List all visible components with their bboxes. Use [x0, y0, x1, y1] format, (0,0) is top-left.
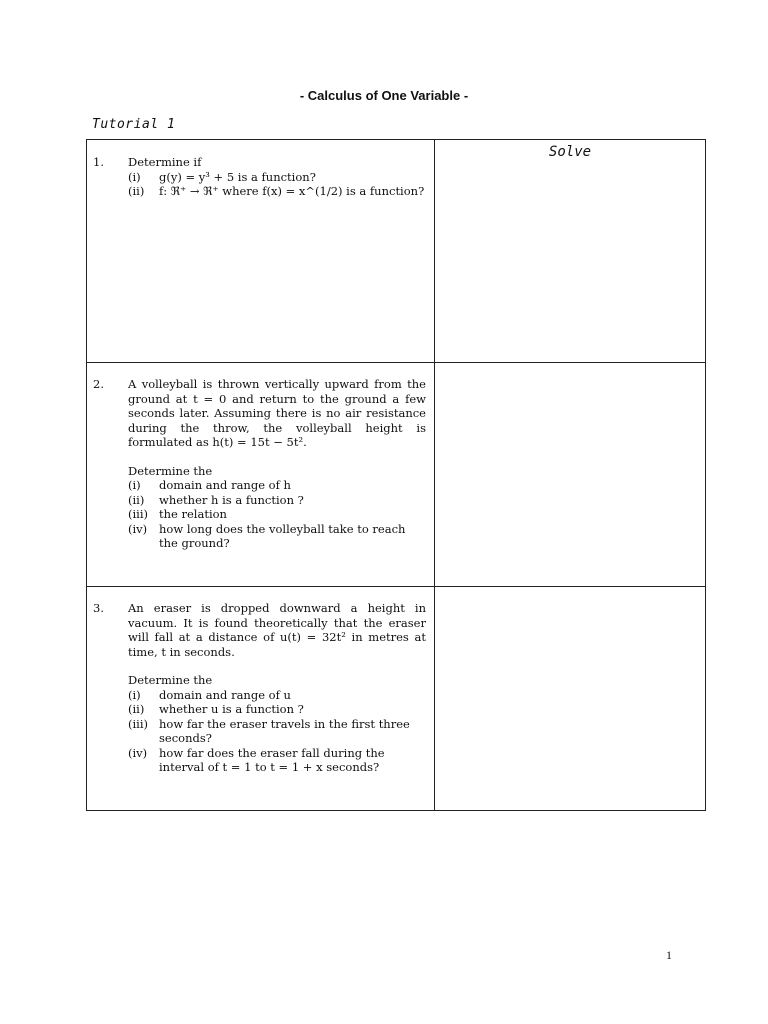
question-row-2	[87, 363, 706, 587]
item-roman: (i)	[128, 169, 141, 184]
question-intro: Determine the	[128, 463, 213, 478]
question-row-3	[87, 587, 706, 811]
question-item	[128, 507, 426, 522]
item-roman: (ii)	[128, 184, 145, 198]
question-paragraph: A volleyball is thrown vertically upward from the ground at t = 0 and return to the ground a few seconds later. Assuming there is no air resistance during the throw, the volleyball height is formulated as h(t) = 15t − 5t².	[128, 377, 426, 449]
item-text: how far the eraser travels in the first three seconds?	[159, 716, 410, 745]
solve-cell-1[interactable]	[435, 140, 706, 363]
item-text: whether u is a function ?	[159, 702, 304, 716]
item-roman: (i)	[128, 478, 141, 492]
question-cell-3	[87, 587, 435, 811]
item-text: the relation	[159, 507, 227, 521]
question-item	[128, 746, 426, 775]
question-number: 1.	[93, 155, 104, 169]
question-number: 3.	[93, 601, 104, 615]
tutorial-table	[86, 139, 706, 811]
question-item	[128, 702, 426, 717]
question-item	[128, 478, 426, 493]
question-item	[128, 688, 426, 703]
question-item	[128, 170, 426, 185]
item-roman: (iii)	[128, 507, 149, 521]
question-item	[128, 493, 426, 508]
item-roman: (iv)	[128, 745, 148, 760]
question-cell-1	[87, 140, 435, 363]
item-text: f: ℜ⁺ → ℜ⁺ where f(x) = x^(1/2) is a function?	[159, 184, 425, 198]
item-text: domain and range of h	[159, 478, 291, 492]
item-text: domain and range of u	[159, 687, 291, 702]
item-text: how long does the volleyball take to reach the ground?	[159, 521, 406, 550]
question-item	[128, 522, 426, 551]
item-text: g(y) = y³ + 5 is a function?	[159, 169, 316, 184]
question-cell-2	[87, 363, 435, 587]
item-roman: (ii)	[128, 702, 145, 716]
question-paragraph: An eraser is dropped downward a height in vacuum. It is found theoretically that the eraser will fall at a distance of u(t) = 32t² in metres at time, t in seconds.	[128, 601, 426, 659]
item-roman: (ii)	[128, 492, 145, 507]
question-row-1	[87, 140, 706, 363]
document-title: - Calculus of One Variable -	[299, 88, 469, 103]
item-text: whether h is a function ?	[159, 492, 304, 507]
question-item	[128, 184, 426, 199]
question-intro: Determine the	[128, 673, 213, 687]
solve-cell-3[interactable]	[435, 587, 706, 811]
item-roman: (iii)	[128, 716, 149, 731]
tutorial-heading: Tutorial 1	[92, 117, 176, 132]
item-roman: (iv)	[128, 521, 148, 536]
item-text: how far does the eraser fall during the interval of t = 1 to t = 1 + x seconds?	[159, 745, 385, 774]
page-number: 1	[666, 948, 672, 962]
question-number: 2.	[93, 377, 104, 391]
solve-header: Solve	[548, 144, 592, 160]
question-intro: Determine if	[128, 155, 202, 169]
question-item	[128, 717, 426, 746]
question-3	[87, 601, 426, 775]
solve-cell-2[interactable]	[435, 363, 706, 587]
item-roman: (i)	[128, 687, 141, 702]
question-1	[87, 155, 426, 199]
question-2	[87, 377, 426, 551]
